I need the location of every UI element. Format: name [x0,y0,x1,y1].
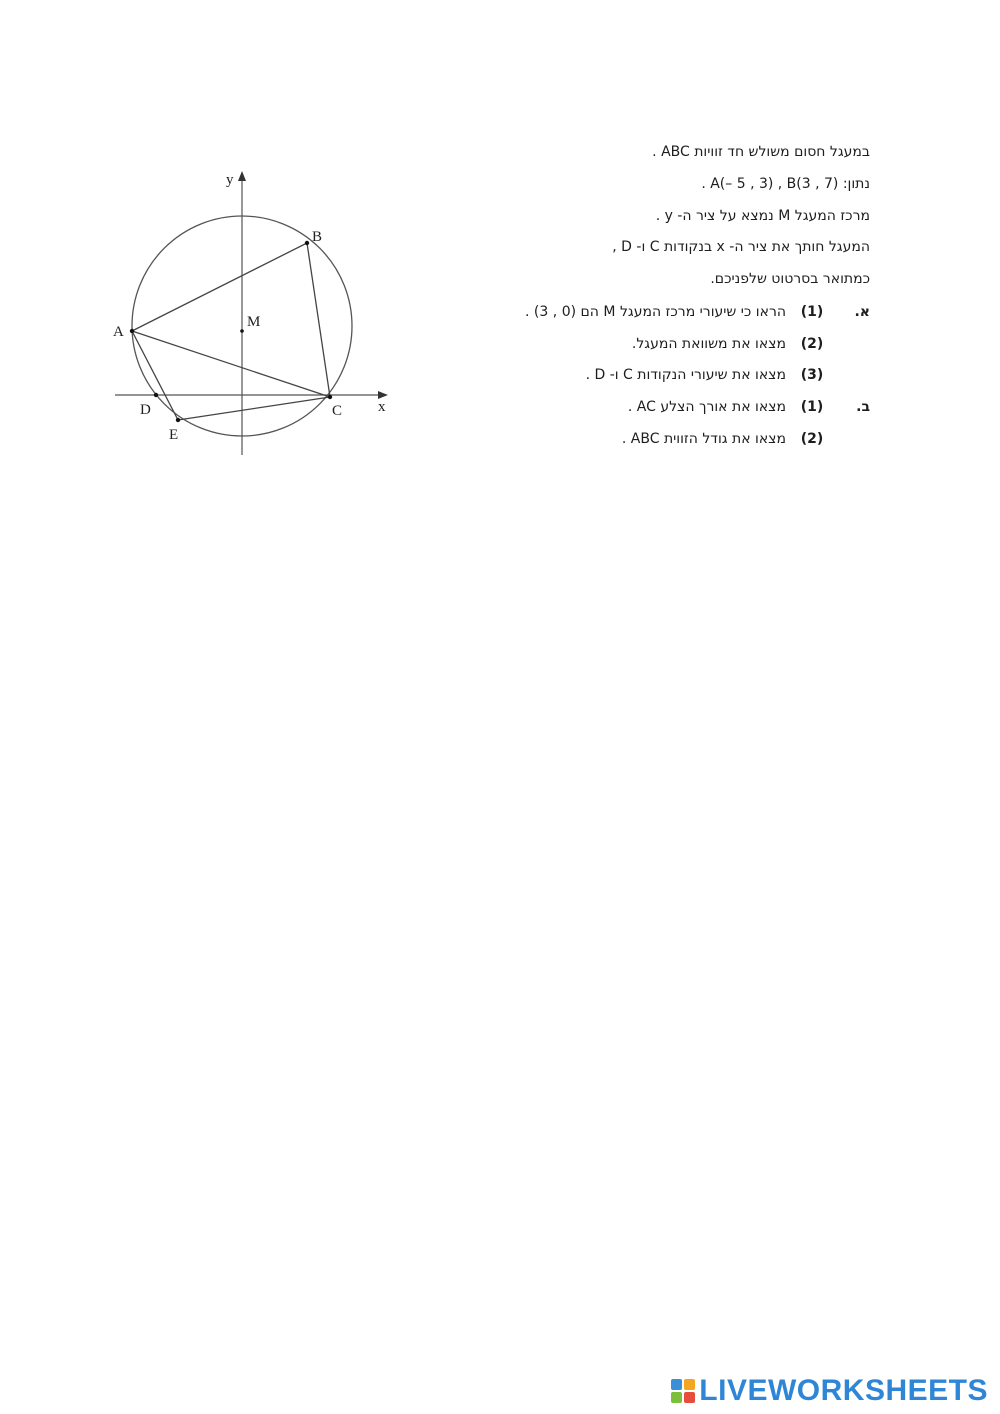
question-a3 [470,367,870,387]
question-text: מצאו את משוואת המעגל. [631,336,786,352]
point-c-dot [328,395,332,399]
point-e-dot [176,418,180,422]
logo-square-v [671,1392,682,1403]
segment-ec [178,397,330,420]
logo-square-i [684,1379,695,1390]
question-number: (2) [800,431,824,447]
brand-name: LIVEWORKSHEETS [699,1374,988,1407]
y-axis-label: y [226,172,234,188]
liveworksheets-logo-icon [671,1379,695,1403]
y-axis-arrow-icon [238,171,246,181]
intro-line-2: נתון: A(– 5 , 3) , B(3 , 7) . [701,176,870,192]
question-letter: א. [854,304,870,320]
question-text: מצאו את שיעורי הנקודות C ו- D . [585,367,786,383]
intro-line-1: במעגל חסום משולש חד זוויות ABC . [652,144,870,160]
point-b-label: B [312,229,323,245]
question-letter: ב. [856,399,870,415]
question-text: הראו כי שיעורי מרכז המעגל M הם (0 , 3) . [525,304,786,320]
brand-footer[interactable] [671,1374,988,1408]
logo-square-e [684,1392,695,1403]
question-number: (1) [800,399,824,415]
intro-line-5: כמתואר בסרטוט שלפניכם. [710,271,870,287]
x-axis-label: x [378,399,386,415]
x-axis-arrow-icon [378,391,388,399]
question-a1 [470,304,870,324]
triangle-abc [132,243,330,397]
question-number: (1) [800,304,824,320]
intro-line-4: המעגל חותך את ציר ה- x בנקודות C ו- D , [612,239,870,255]
point-b-dot [305,241,309,245]
question-number: (3) [800,367,824,383]
question-b1 [470,399,870,419]
circle-diagram [105,165,405,465]
question-b2 [470,431,870,451]
question-text: מצאו את גודל הזווית ABC . [621,431,786,447]
point-d-label: D [140,402,151,418]
point-m-dot [240,329,244,333]
geometry-figure [105,165,405,465]
question-text: מצאו את אורך הצלע AC . [627,399,786,415]
question-a2 [470,336,870,356]
point-d-dot [154,393,158,397]
point-a-dot [130,329,134,333]
point-c-label: C [332,403,343,419]
intro-line-3: מרכז המעגל M נמצא על ציר ה- y . [655,208,870,224]
point-e-label: E [169,427,179,443]
question-number: (2) [800,336,824,352]
logo-square-l [671,1379,682,1390]
point-m-label: M [247,314,261,330]
point-a-label: A [113,324,124,340]
